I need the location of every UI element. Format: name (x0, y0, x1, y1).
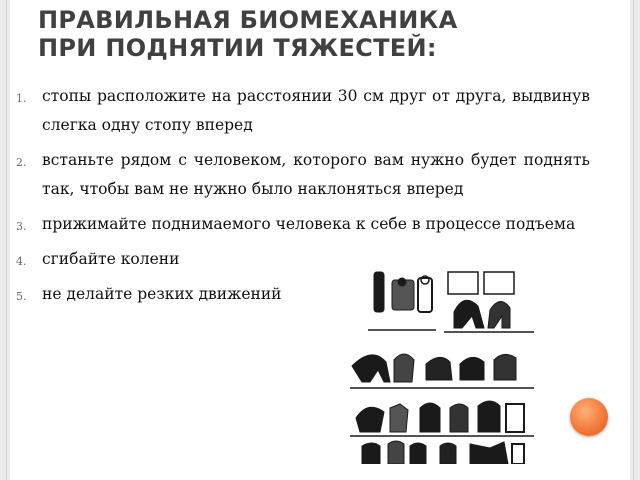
slide-title (38, 6, 598, 62)
bullet-text: стопы расположите на расстоянии 30 см друг от друга, выдвинув слегка одну стопу вперед (42, 87, 590, 134)
bullet-number: 3. (16, 220, 27, 233)
bullet-text: сгибайте колени (42, 250, 180, 268)
slide-title-line-1: ПРАВИЛЬНАЯ БИОМЕХАНИКА (38, 6, 458, 34)
right-frame-bar (630, 0, 640, 480)
bullet-number: 4. (16, 255, 27, 268)
list-item (16, 146, 590, 204)
orange-circle-decoration (570, 398, 608, 436)
bullet-text: встаньте рядом с человеком, которого вам нужно будет поднять так, чтобы вам не нужно было наклоняться вперед (42, 151, 590, 198)
lifting-figures-icon (344, 268, 542, 464)
left-frame-bar (0, 0, 10, 480)
list-item (16, 82, 590, 140)
slide-title-line-2: ПРИ ПОДНЯТИИ ТЯЖЕСТЕЙ: (38, 34, 437, 62)
bullet-text: прижимайте поднимаемого человека к себе в процессе подъема (42, 215, 576, 233)
bullet-number: 1. (16, 92, 27, 105)
bullet-number: 2. (16, 156, 27, 169)
list-item (16, 210, 590, 239)
bullet-text: не делайте резких движений (42, 285, 282, 303)
lifting-technique-figures-illustration (344, 268, 542, 464)
bullet-number: 5. (16, 290, 27, 303)
